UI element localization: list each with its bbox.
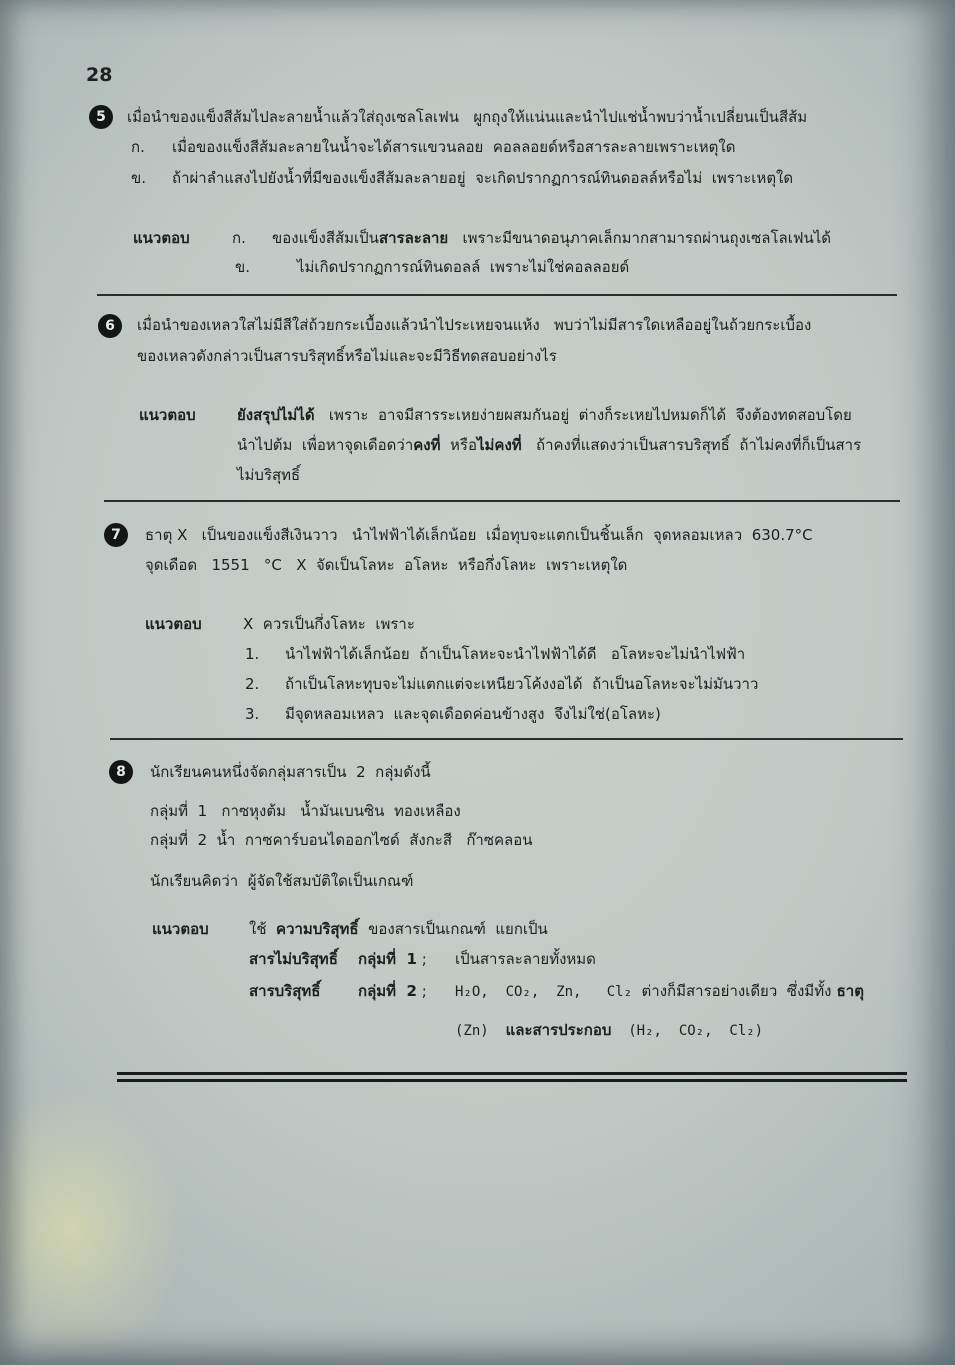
- answer-text: หรือ: [440, 436, 477, 454]
- reason-text: มีจุดหลอมเหลว และจุดเดือดค่อนข้างสูง จึงไม่ใช่(อโลหะ): [285, 705, 661, 723]
- question-8-prompt: นักเรียนคิดว่า ผู้จัดใช้สมบัติใดเป็นเกณฑ์: [150, 872, 414, 890]
- compound-formulas: (H₂, CO₂, Cl₂): [611, 1023, 764, 1039]
- pure-description: [455, 981, 864, 1001]
- question-5-number-badge: 5: [89, 105, 113, 129]
- question-8-answer-line: [249, 919, 548, 939]
- pure-group: [358, 981, 427, 1001]
- compound-line: [455, 1020, 763, 1040]
- reason-text: นำไฟฟ้าได้เล็กน้อย ถ้าเป็นโลหะจะนำไฟฟ้าได้ดี อโลหะจะไม่นำไฟฟ้า: [285, 645, 746, 663]
- question-5-sub-a: เมื่อของแข็งสีส้มละลายในน้ำจะได้สารแขวนลอย คอลลอยด์หรือสารละลายเพราะเหตุใด: [172, 138, 736, 156]
- answer-text: นำไปต้ม เพื่อหาจุดเดือดว่า: [237, 436, 414, 454]
- answer-bold: ไม่คงที่: [477, 436, 522, 454]
- answer-a-pre: ของแข็งสีส้มเป็น: [272, 229, 379, 247]
- question-6-answer-line-2: [237, 435, 861, 455]
- question-6-answer-line-1: [237, 405, 852, 425]
- group-label: กลุ่มที่ 1: [358, 950, 417, 968]
- question-5-answer-a: [272, 228, 831, 248]
- reason-label: 2.: [245, 675, 260, 693]
- answer-bold: คงที่: [413, 436, 441, 454]
- question-6-text-line-1: เมื่อนำของเหลวใสไม่มีสีใส่ถ้วยกระเบื้องแล้วนำไประเหยจนแห้ง พบว่าไม่มีสารใดเหลืออยู่ในถ้วยกระเบื้อง: [137, 316, 812, 334]
- impure-description: เป็นสารละลายทั้งหมด: [455, 950, 596, 968]
- answer-bold: ยังสรุปไม่ได้: [237, 406, 315, 424]
- question-8-number-badge: 8: [109, 760, 133, 784]
- page-number: 28: [86, 64, 113, 86]
- question-5-answer-label: แนวตอบ: [133, 229, 190, 247]
- reason-label: 1.: [245, 645, 260, 663]
- impure-group: [358, 949, 427, 969]
- section-divider: [97, 294, 897, 296]
- separator: ;: [416, 982, 427, 1000]
- question-8-answer-label: แนวตอบ: [152, 920, 209, 938]
- end-double-rule-top: [117, 1072, 907, 1075]
- question-7-text-line-2: จุดเดือด 1551 °C X จัดเป็นโลหะ อโลหะ หรือกึ่งโลหะ เพราะเหตุใด: [145, 556, 628, 574]
- answer-bold: ความบริสุทธิ์: [276, 920, 359, 938]
- question-7-number-badge: 7: [104, 523, 128, 547]
- question-8-group-1: กลุ่มที่ 1 กาซหุงต้ม น้ำมันเบนซิน ทองเหลือง: [150, 802, 461, 820]
- pure-label: สารบริสุทธิ์: [249, 982, 321, 1000]
- question-5-answer-b: ไม่เกิดปรากฏการณ์ทินดอลล์ เพราะไม่ใช่คอลลอยด์: [297, 258, 630, 276]
- chemical-formulas: H₂O, CO₂, Zn, Cl₂: [455, 984, 633, 1000]
- answer-a-bold: สารละลาย: [378, 229, 449, 247]
- answer-text: เพราะ อาจมีสารระเหยง่ายผสมกันอยู่ ต่างก็ระเหยไปหมดก็ได้ จึงต้องทดสอบโดย: [314, 406, 852, 424]
- section-divider: [110, 738, 903, 740]
- answer-text: ของสารเป็นเกณฑ์ แยกเป็น: [358, 920, 548, 938]
- reason-text: ถ้าเป็นโลหะทุบจะไม่แตกแต่จะเหนียวโค้งงอได้ ถ้าเป็นอโลหะจะไม่มันวาว: [285, 675, 759, 693]
- question-5-sub-b-label: ข.: [131, 169, 147, 187]
- question-5-sub-a-label: ก.: [131, 138, 145, 156]
- question-5-text: เมื่อนำของแข็งสีส้มไปละลายน้ำแล้วใส่ถุงเซลโลเฟน ผูกถุงให้แน่นและนำไปแช่น้ำพบว่าน้ำเปลี่ยนเป็นสีส้ม: [127, 108, 808, 126]
- answer-bold: ธาตุ: [831, 982, 864, 1000]
- answer-text: ใช้: [249, 920, 277, 938]
- question-6-text-line-2: ของเหลวดังกล่าวเป็นสารบริสุทธิ์หรือไม่และจะมีวิธีทดสอบอย่างไร: [137, 347, 557, 365]
- answer-text: ถ้าคงที่แสดงว่าเป็นสารบริสุทธิ์ ถ้าไม่คงที่ก็เป็นสาร: [521, 436, 862, 454]
- end-double-rule-bottom: [117, 1079, 907, 1082]
- section-divider: [104, 500, 900, 502]
- group-label: กลุ่มที่ 2: [358, 982, 417, 1000]
- question-7-answer-label: แนวตอบ: [145, 615, 202, 633]
- element-formula: (Zn): [455, 1023, 506, 1039]
- answer-a-post: เพราะมีขนาดอนุภาคเล็กมากสามารถผ่านถุงเซลโลเฟนได้: [448, 229, 831, 247]
- reason-label: 3.: [245, 705, 260, 723]
- question-6-number-badge: 6: [98, 314, 122, 338]
- question-6-answer-label: แนวตอบ: [139, 406, 196, 424]
- impure-label: สารไม่บริสุทธิ์: [249, 950, 338, 968]
- separator: ;: [416, 950, 427, 968]
- question-8-group-2: กลุ่มที่ 2 น้ำ กาซคาร์บอนไดออกไซด์ สังกะสี ก๊าซคลอน: [150, 831, 533, 849]
- question-7-answer-intro: X ควรเป็นกึ่งโลหะ เพราะ: [243, 615, 415, 633]
- question-7-text-line-1: ธาตุ X เป็นของแข็งสีเงินวาว นำไฟฟ้าได้เล็กน้อย เมื่อทุบจะแตกเป็นชิ้นเล็ก จุดหลอมเหลว 630.7°C: [145, 526, 813, 544]
- question-5-answer-a-label: ก.: [232, 229, 246, 247]
- answer-text: ต่างก็มีสารอย่างเดียว ซึ่งมีทั้ง: [632, 982, 832, 1000]
- question-5-answer-b-label: ข.: [235, 258, 251, 276]
- question-8-text: นักเรียนคนหนึ่งจัดกลุ่มสารเป็น 2 กลุ่มดังนี้: [150, 763, 431, 781]
- answer-bold: และสารประกอบ: [505, 1021, 612, 1039]
- question-6-answer-line-3: ไม่บริสุทธิ์: [237, 466, 301, 484]
- question-5-sub-b: ถ้าผ่าลำแสงไปยังน้ำที่มีของแข็งสีส้มละลายอยู่ จะเกิดปรากฏการณ์ทินดอลล์หรือไม่ เพราะเหตุใด: [172, 169, 794, 187]
